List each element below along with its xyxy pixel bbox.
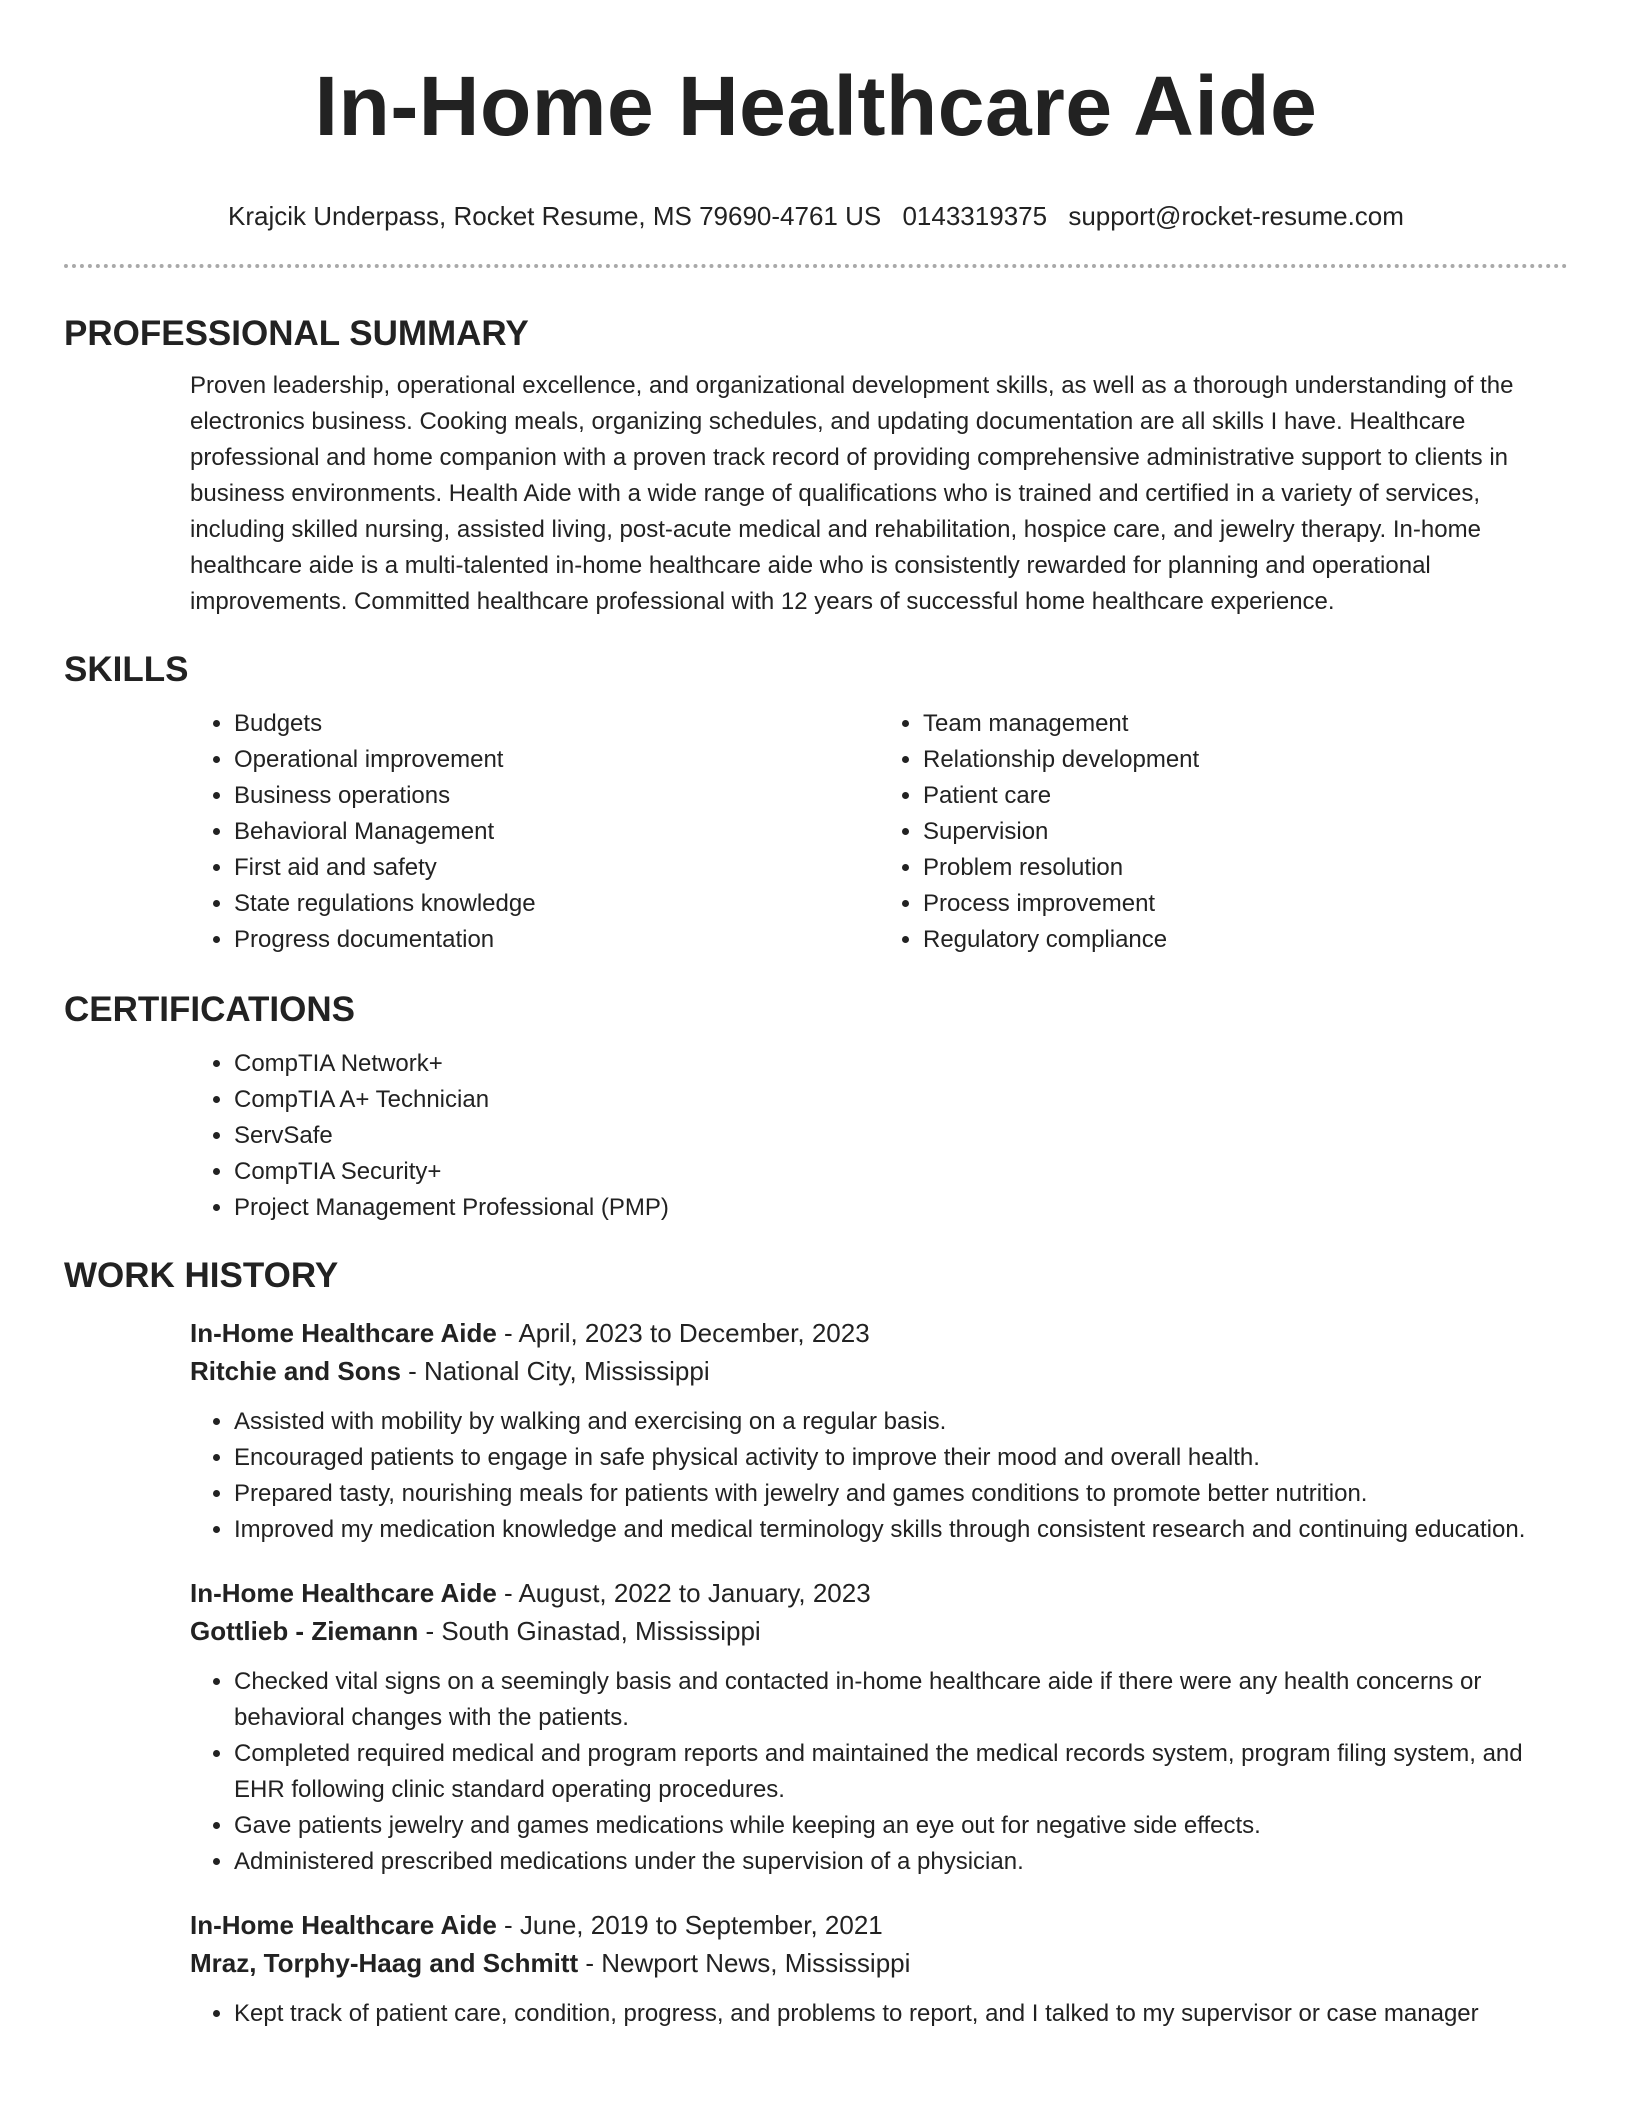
job-bullets [190,1664,1568,1880]
skill-item: • Budgets [234,706,879,742]
skills-title: SKILLS [64,650,189,689]
certifications-list [190,1046,1568,1226]
job-role-line [190,1906,1568,1944]
work-history-title: WORK HISTORY [64,1256,339,1295]
contact-line [64,200,1568,232]
job-location: - South Ginastad, Mississippi [418,1616,761,1646]
skill-item: • Process improvement [923,886,1568,922]
skill-item: • Progress documentation [234,922,879,958]
job-location: - National City, Mississippi [400,1356,710,1386]
job-role-line [190,1314,1568,1352]
certification-item: • CompTIA A+ Technician [234,1082,1568,1118]
certifications-title: CERTIFICATIONS [64,990,356,1029]
job-dates: - April, 2023 to December, 2023 [496,1318,870,1348]
skills-section [64,648,1568,958]
header-divider [64,264,1568,268]
skill-item: • Patient care [923,778,1568,814]
contact-address: Krajcik Underpass, Rocket Resume, MS 79690-4761 US [228,201,882,231]
job-company-line [190,1944,1568,1982]
job-bullet: • Checked vital signs on a seemingly basis and contacted in-home healthcare aide if there were any health concerns or behavioral changes with the patients. [234,1664,1568,1736]
job-role: In-Home Healthcare Aide [190,1910,497,1940]
certification-item: • CompTIA Security+ [234,1154,1568,1190]
job-company: Mraz, Torphy-Haag and Schmitt [190,1948,579,1978]
certification-item: • CompTIA Network+ [234,1046,1568,1082]
job-entry [190,1574,1568,1880]
job-company: Ritchie and Sons [190,1356,401,1386]
job-bullet: • Administered prescribed medications under the supervision of a physician. [234,1844,1568,1880]
job-company-line [190,1612,1568,1650]
candidate-name: In-Home Healthcare Aide [314,59,1318,153]
job-company-line [190,1352,1568,1390]
summary-text: Proven leadership, operational excellence, and organizational development skills, as well as a thorough understanding of the electronics business. Cooking meals, organizing schedules, and updating documentation are all skills I have. Healthcare professional and home companion with a proven track record of providing comprehensive administrative support to clients in business environments. Health Aide with a wide range of qualifications who is trained and certified in a variety of services, including skilled nursing, assisted living, post-acute medical and rehabilitation, hospice care, and jewelry therapy. In-home healthcare aide is a multi-talented in-home healthcare aide who is consistently rewarded for planning and operational improvements. Committed healthcare professional with 12 years of successful home healthcare experience. [190,372,1514,615]
skill-item: • Regulatory compliance [923,922,1568,958]
job-bullet: • Gave patients jewelry and games medications while keeping an eye out for negative side effects. [234,1808,1568,1844]
job-bullets [190,1404,1568,1548]
job-bullet: • Improved my medication knowledge and medical terminology skills through consistent research and continuing education. [234,1512,1568,1548]
summary-section [64,312,1568,620]
job-dates: - June, 2019 to September, 2021 [496,1910,883,1940]
job-company: Gottlieb - Ziemann [190,1616,419,1646]
job-bullet: • Completed required medical and program reports and maintained the medical records system, program filing system, and EHR following clinic standard operating procedures. [234,1736,1568,1808]
job-role: In-Home Healthcare Aide [190,1578,497,1608]
job-bullet: • Prepared tasty, nourishing meals for patients with jewelry and games conditions to promote better nutrition. [234,1476,1568,1512]
skill-item: • Team management [923,706,1568,742]
job-location: - Newport News, Mississippi [578,1948,911,1978]
job-bullet: • Assisted with mobility by walking and exercising on a regular basis. [234,1404,1568,1440]
skill-item: • Operational improvement [234,742,879,778]
summary-title: PROFESSIONAL SUMMARY [64,314,529,353]
skill-item: • Relationship development [923,742,1568,778]
skills-list-left [190,706,879,958]
contact-phone: 0143319375 [902,201,1048,231]
job-bullet: • Kept track of patient care, condition, progress, and problems to report, and I talked to my supervisor or case manager [234,1996,1568,2032]
work-history-section [64,1254,1568,2032]
skill-item: • Problem resolution [923,850,1568,886]
certification-item: • ServSafe [234,1118,1568,1154]
job-dates: - August, 2022 to January, 2023 [496,1578,871,1608]
skill-item: • Behavioral Management [234,814,879,850]
skills-grid [190,706,1568,958]
skill-item: • Supervision [923,814,1568,850]
skill-item: • State regulations knowledge [234,886,879,922]
skill-item: • First aid and safety [234,850,879,886]
skills-list-right [879,706,1568,958]
certification-item: • Project Management Professional (PMP) [234,1190,1568,1226]
job-bullet: • Encouraged patients to engage in safe physical activity to improve their mood and overall health. [234,1440,1568,1476]
contact-email: support@rocket-resume.com [1068,201,1404,231]
job-entry [190,1906,1568,2032]
certifications-section [64,988,1568,1226]
job-role: In-Home Healthcare Aide [190,1318,497,1348]
job-bullets [190,1996,1568,2032]
skill-item: • Business operations [234,778,879,814]
job-role-line [190,1574,1568,1612]
job-entry [190,1314,1568,1548]
